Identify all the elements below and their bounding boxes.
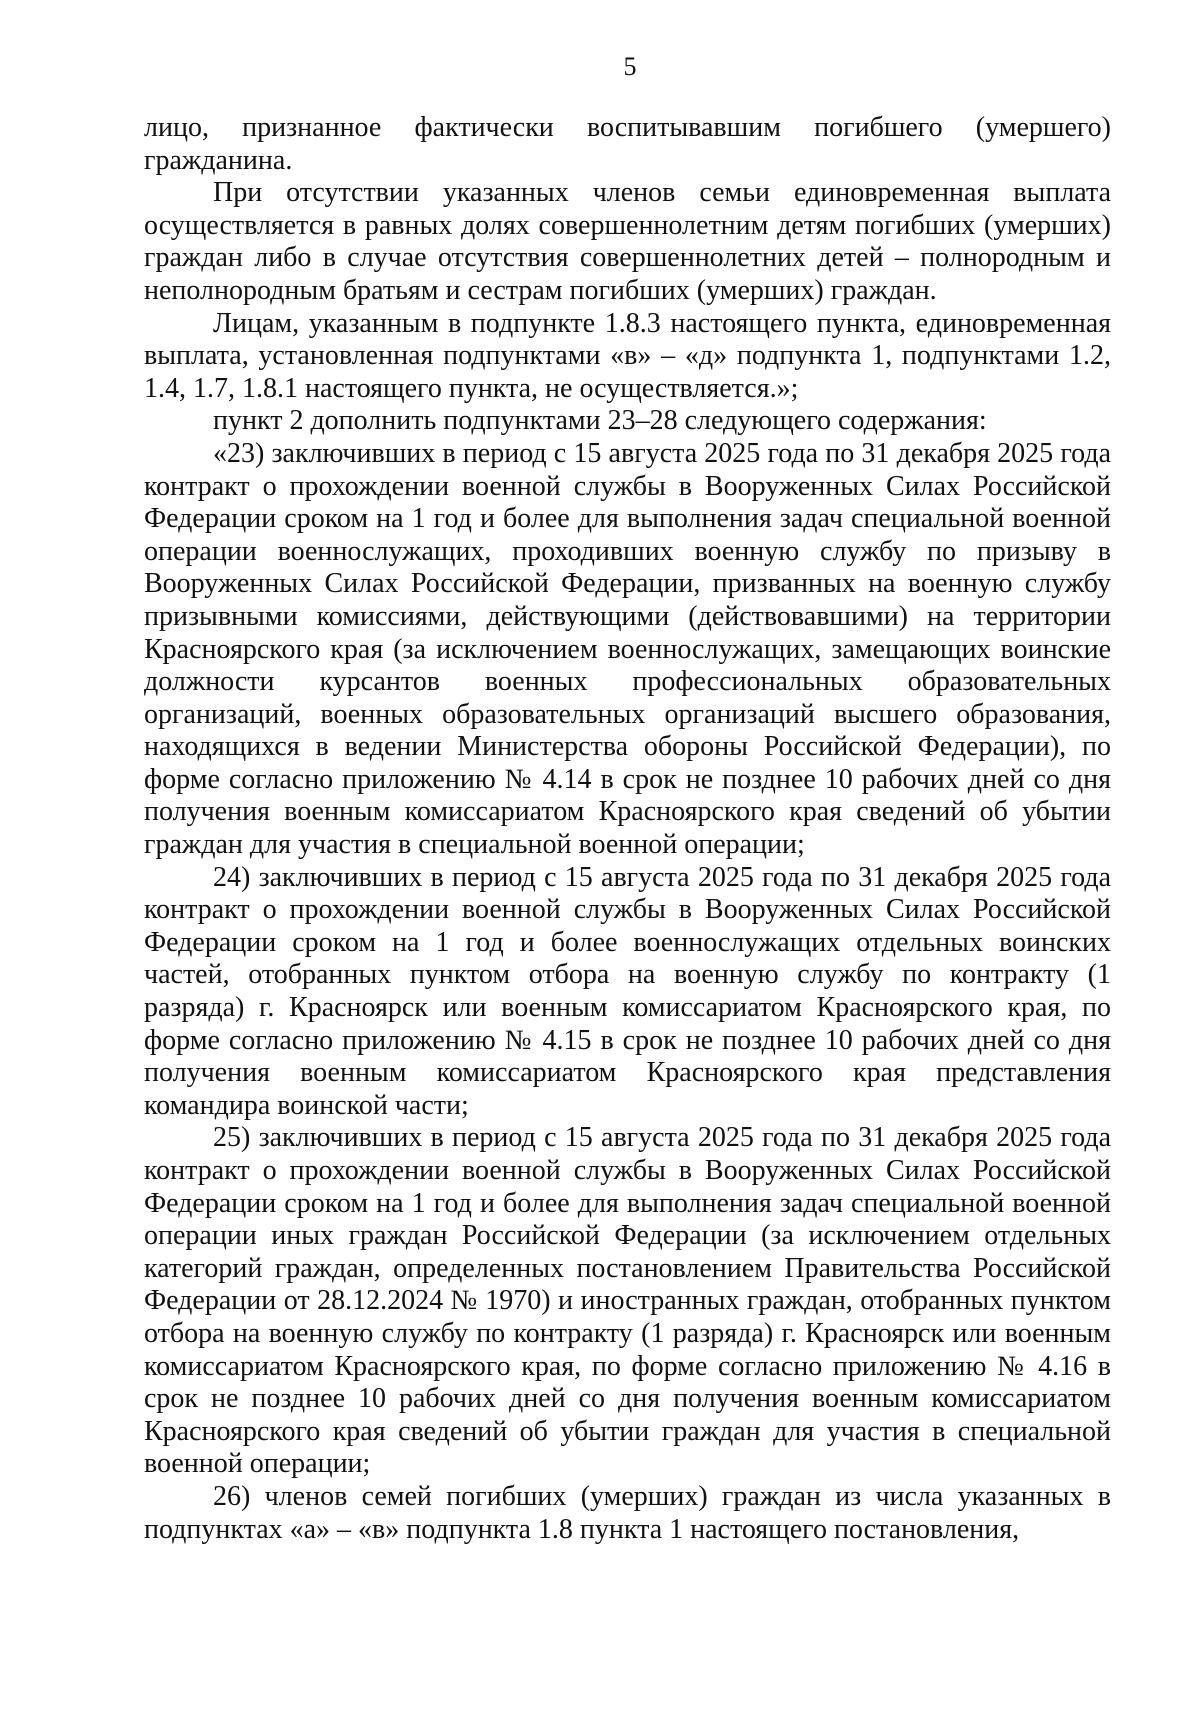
paragraph: «23) заключивших в период с 15 августа 2025 года по 31 декабря 2025 года контракт о прохождении военной службы в Вооруженных Силах Российской Федерации сроком на 1 год и более для выполнения задач специальной военной операции военнослужащих, проходивших военную службу по призыву в Вооруженных Силах Российской Федерации, призванных на военную службу призывными комиссиями, действующими (действовавшими) на территории Красноярского края (за исключением военнослужащих, замещающих воинские должности курсантов военных профессиональных образовательных организаций, военных образовательных организаций высшего образования, находящихся в ведении Министерства обороны Российской Федерации), по форме согласно приложению № 4.14 в срок не позднее 10 рабочих дней со дня получения военным комиссариатом Красноярского края сведений об убытии граждан для участия в специальной военной операции; bbox=[144, 437, 1111, 861]
paragraph: 24) заключивших в период с 15 августа 2025 года по 31 декабря 2025 года контракт о прохождении военной службы в Вооруженных Силах Российской Федерации сроком на 1 год и более военнослужащих отдельных воинских частей, отобранных пунктом отбора на военную службу по контракту (1 разряда) г. Красноярск или военным комиссариатом Красноярского края, по форме согласно приложению № 4.15 в срок не позднее 10 рабочих дней со дня получения военным комиссариатом Красноярского края представления командира воинской части; bbox=[144, 861, 1111, 1121]
paragraph: При отсутствии указанных членов семьи единовременная выплата осуществляется в равных долях совершеннолетним детям погибших (умерших) граждан либо в случае отсутствия совершеннолетних детей – полнородным и неполнородным братьям и сестрам погибших (умерших) граждан. bbox=[144, 177, 1111, 306]
paragraph: пункт 2 дополнить подпунктами 23–28 следующего содержания: bbox=[213, 405, 987, 437]
paragraph: 26) членов семей погибших (умерших) граждан из числа указанных в подпунктах «а» – «в» подпункта 1.8 пункта 1 настоящего постановления, bbox=[144, 1480, 1111, 1545]
paragraph: 25) заключивших в период с 15 августа 2025 года по 31 декабря 2025 года контракт о прохождении военной службы в Вооруженных Силах Российской Федерации сроком на 1 год и более для выполнения задач специальной военной операции иных граждан Российской Федерации (за исключением отдельных категорий граждан, определенных постановлением Правительства Российской Федерации от 28.12.2024 № 1970) и иностранных граждан, отобранных пунктом отбора на военную службу по контракту (1 разряда) г. Красноярск или военным комиссариатом Красноярского края, по форме согласно приложению № 4.16 в срок не позднее 10 рабочих дней со дня получения военным комиссариатом Красноярского края сведений об убытии граждан для участия в специальной военной операции; bbox=[144, 1122, 1111, 1480]
paragraph: Лицам, указанным в подпункте 1.8.3 настоящего пункта, единовременная выплата, установленная подпунктами «в» – «д» подпункта 1, подпунктами 1.2, 1.4, 1.7, 1.8.1 настоящего пункта, не осуществляется.»; bbox=[144, 307, 1111, 404]
paragraph: лицо, признанное фактически воспитывавшим погибшего (умершего) гражданина. bbox=[144, 112, 1111, 176]
document-body bbox=[144, 112, 1111, 1546]
page-number: 5 bbox=[623, 52, 637, 81]
